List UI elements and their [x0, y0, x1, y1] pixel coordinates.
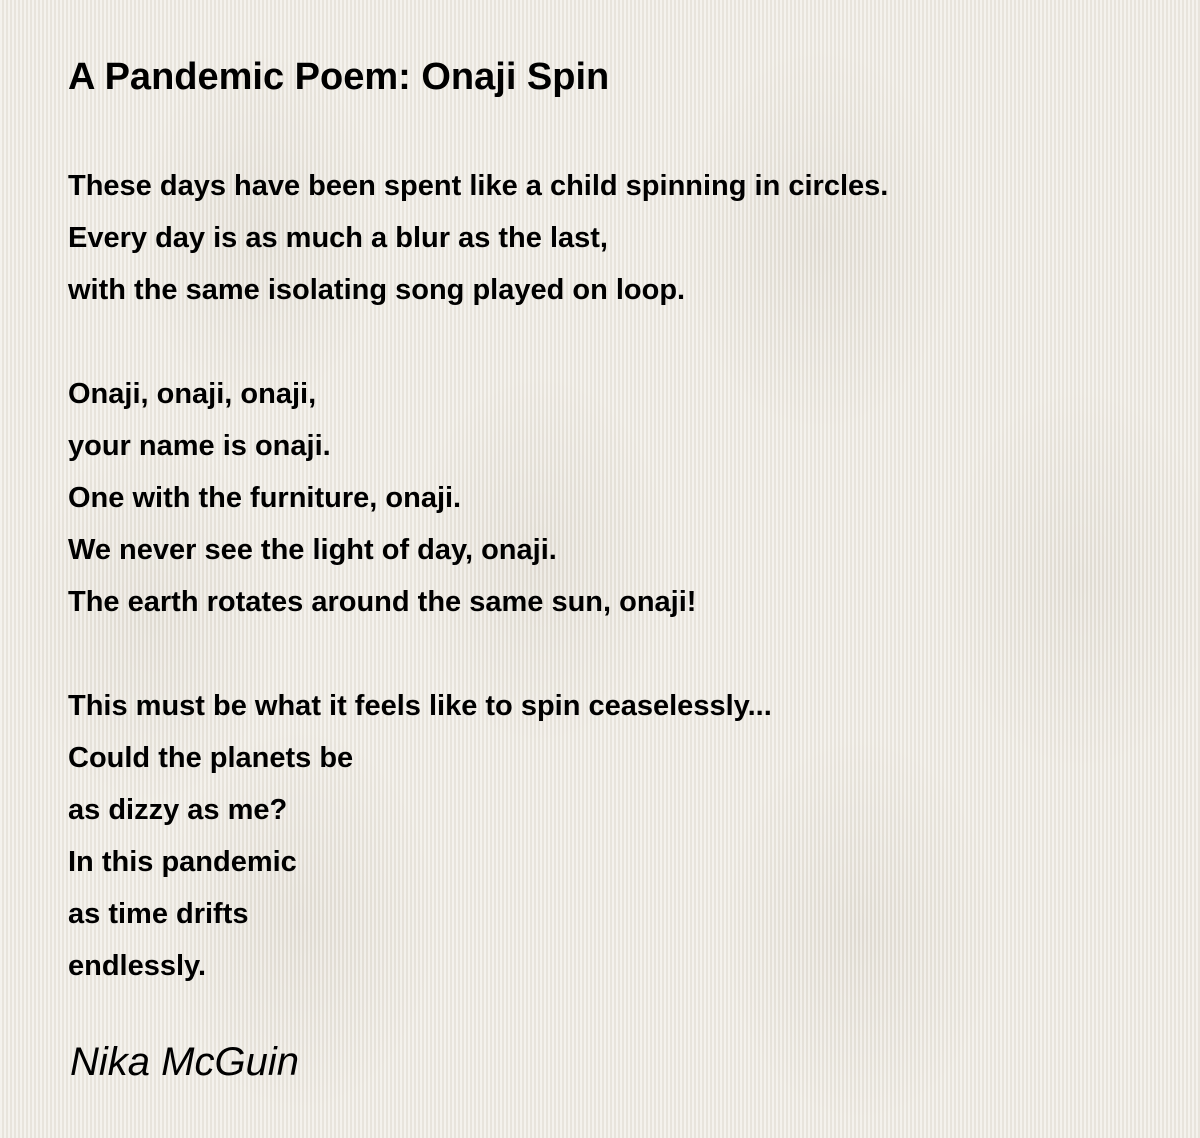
poem-line: Every day is as much a blur as the last, — [68, 222, 608, 254]
poem-card — [68, 54, 1148, 1044]
poem-author: Nika McGuin — [70, 1040, 299, 1084]
poem-line: These days have been spent like a child spinning in circles. — [68, 170, 889, 202]
poem-line: One with the furniture, onaji. — [68, 482, 462, 514]
poem-line: This must be what it feels like to spin ceaselessly... — [68, 690, 772, 722]
poem-line: We never see the light of day, onaji. — [68, 534, 557, 566]
poem-title: A Pandemic Poem: Onaji Spin — [68, 56, 610, 98]
poem-line: Could the planets be — [68, 742, 354, 774]
poem-line: your name is onaji. — [68, 430, 331, 462]
poem-line: with the same isolating song played on loop. — [68, 274, 686, 306]
poem-line: as dizzy as me? — [68, 794, 288, 826]
stanza-3 — [68, 680, 1148, 992]
poem-line: The earth rotates around the same sun, onaji! — [68, 586, 697, 618]
poem-line: Onaji, onaji, onaji, — [68, 378, 317, 410]
poem-line: In this pandemic — [68, 846, 297, 878]
stanza-1 — [68, 160, 1148, 316]
poem-line: endlessly. — [68, 950, 207, 982]
stanza-2 — [68, 368, 1148, 628]
poem-body — [68, 160, 1148, 992]
poem-line: as time drifts — [68, 898, 249, 930]
